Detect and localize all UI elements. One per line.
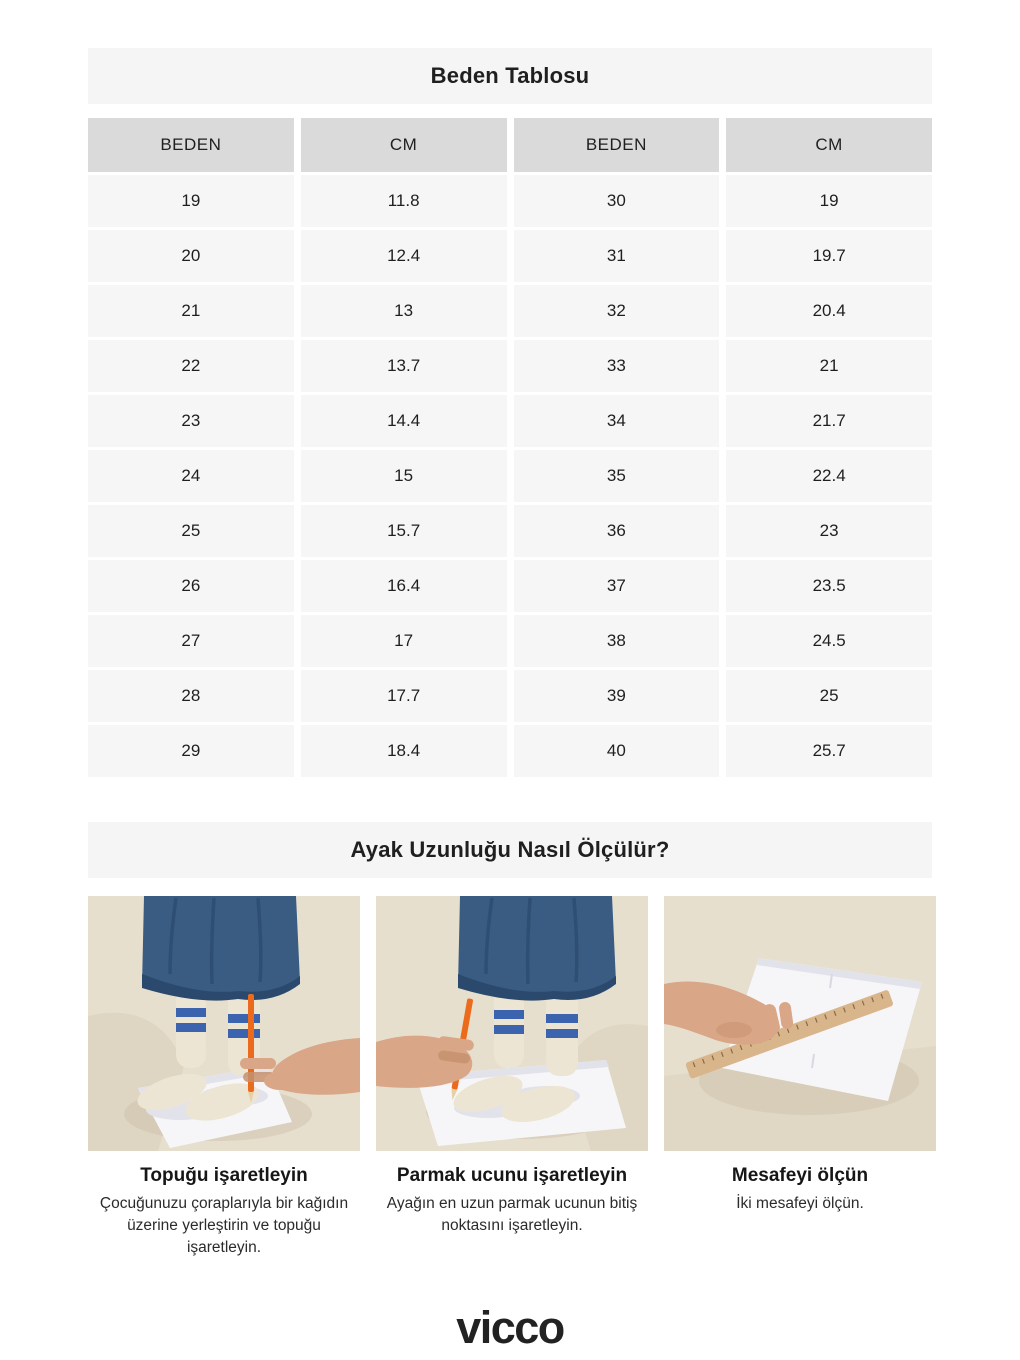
size-table-cell: 38: [514, 615, 720, 667]
size-table-cell: 24: [88, 450, 294, 502]
size-table-cell: 18.4: [301, 725, 507, 777]
step-description: Çocuğunuzu çoraplarıyla bir kağıdın üzerine yerleştirin ve topuğu işaretleyin.: [99, 1195, 349, 1256]
size-table-cell: 17: [301, 615, 507, 667]
size-table-header-cell: CM: [301, 118, 507, 172]
size-table-cell: 33: [514, 340, 720, 392]
size-table-cell: 19: [726, 175, 932, 227]
size-table-header-cell: CM: [726, 118, 932, 172]
size-table-cell: 28: [88, 670, 294, 722]
measure-section-title: Ayak Uzunluğu Nasıl Ölçülür?: [88, 822, 932, 878]
size-table-cell: 19.7: [726, 230, 932, 282]
ruler-measuring-photo: [664, 896, 936, 1151]
step-description: Ayağın en uzun parmak ucunun bitiş noktasını işaretleyin.: [386, 1195, 638, 1234]
measure-step-toe: [376, 896, 648, 1259]
size-table-cell: 26: [88, 560, 294, 612]
size-table-cell: 37: [514, 560, 720, 612]
size-table-header-cell: BEDEN: [88, 118, 294, 172]
size-table-cell: 29: [88, 725, 294, 777]
size-table-cell: 40: [514, 725, 720, 777]
size-table-cell: 15.7: [301, 505, 507, 557]
size-table-cell: 31: [514, 230, 720, 282]
footer: [88, 1302, 932, 1360]
size-table-cell: 25.7: [726, 725, 932, 777]
size-table-title: Beden Tablosu: [88, 48, 932, 104]
size-table-cell: 21.7: [726, 395, 932, 447]
toe-marking-photo: [376, 896, 648, 1151]
measure-section: [88, 822, 932, 1259]
size-table-cell: 32: [514, 285, 720, 337]
size-table-cell: 23.5: [726, 560, 932, 612]
ruler-measuring-illustration: [664, 896, 936, 1151]
measure-steps: [88, 896, 932, 1259]
size-table-section: [88, 48, 932, 777]
size-table-cell: 15: [301, 450, 507, 502]
size-table-cell: 23: [88, 395, 294, 447]
size-table-cell: 22: [88, 340, 294, 392]
size-table-cell: 25: [88, 505, 294, 557]
size-table-cell: 24.5: [726, 615, 932, 667]
size-table: [88, 118, 932, 777]
size-table-cell: 23: [726, 505, 932, 557]
size-table-cell: 13.7: [301, 340, 507, 392]
size-table-cell: 13: [301, 285, 507, 337]
size-table-cell: 19: [88, 175, 294, 227]
step-title: Topuğu işaretleyin: [140, 1165, 308, 1186]
vicco-logo: vicco: [456, 1302, 564, 1353]
toe-marking-illustration: [376, 896, 648, 1151]
size-table-cell: 20.4: [726, 285, 932, 337]
measure-step-heel: [88, 896, 360, 1259]
step-title: Mesafeyi ölçün: [731, 1165, 869, 1186]
size-table-cell: 16.4: [301, 560, 507, 612]
size-table-cell: 35: [514, 450, 720, 502]
size-table-cell: 25: [726, 670, 932, 722]
size-table-cell: 34: [514, 395, 720, 447]
heel-marking-photo: [88, 896, 360, 1151]
heel-marking-illustration: [88, 896, 360, 1151]
size-table-cell: 20: [88, 230, 294, 282]
size-table-header-cell: BEDEN: [514, 118, 720, 172]
size-table-cell: 11.8: [301, 175, 507, 227]
size-table-cell: 36: [514, 505, 720, 557]
step-description: İki mesafeyi ölçün.: [736, 1195, 864, 1212]
size-table-cell: 39: [514, 670, 720, 722]
size-table-cell: 22.4: [726, 450, 932, 502]
measure-step-distance: [664, 896, 936, 1259]
size-table-cell: 27: [88, 615, 294, 667]
size-table-cell: 12.4: [301, 230, 507, 282]
step-title: Parmak ucunu işaretleyin: [396, 1165, 628, 1186]
size-table-cell: 30: [514, 175, 720, 227]
size-table-cell: 21: [726, 340, 932, 392]
size-table-cell: 14.4: [301, 395, 507, 447]
size-table-cell: 17.7: [301, 670, 507, 722]
size-table-cell: 21: [88, 285, 294, 337]
